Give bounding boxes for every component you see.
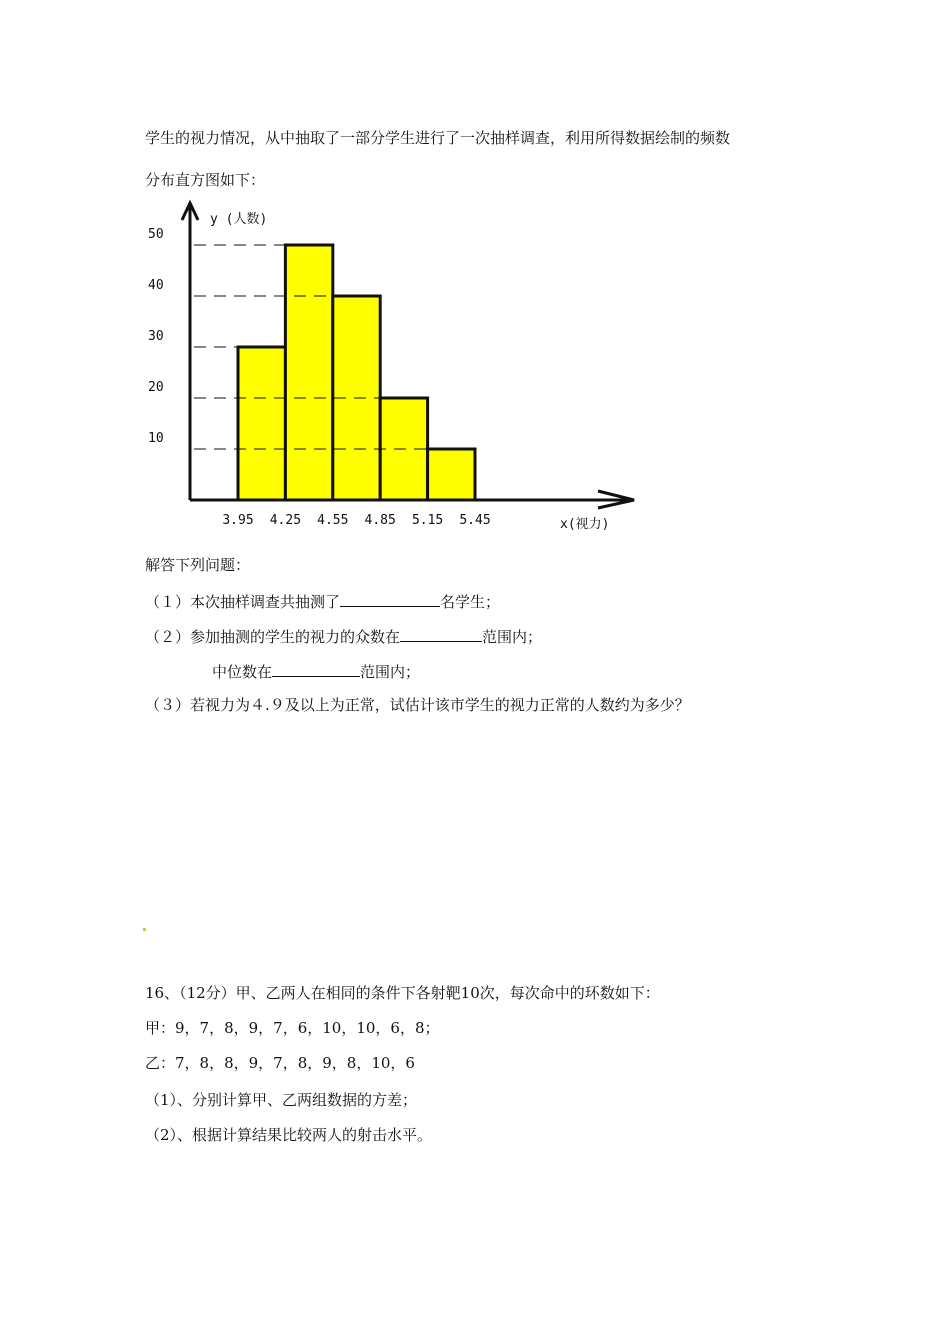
q15-part2-suffix: 范围内；: [482, 628, 543, 646]
q15-part1-suffix: 名学生；: [440, 593, 501, 611]
histogram-bar-1: [238, 347, 285, 500]
q15-part2b: [212, 660, 420, 682]
y-tick-label: 40: [148, 278, 164, 293]
q15-part2b-prefix: 中位数在: [212, 663, 273, 681]
q16-part2: （2）、根据计算结果比较两人的射击水平。: [145, 1126, 433, 1144]
y-tick-label: 50: [148, 227, 164, 242]
x-tick-label: 5.15: [411, 513, 444, 528]
x-tick-label: 3.95: [222, 513, 254, 528]
q15-part3: （３）若视力为４.９及以上为正常，试估计该市学生的视力正常的人数约为多少？: [145, 696, 690, 714]
q16-heading: 16、（12分）甲、乙两人在相同的条件下各射靶10次，每次命中的环数如下：: [145, 984, 660, 1002]
q15-part1-prefix: （１）本次抽样调查共抽测了: [145, 593, 341, 611]
q15-part1: [145, 590, 500, 612]
y-tick-label: 20: [148, 380, 164, 395]
q15-heading: 解答下列问题：: [145, 556, 251, 574]
histogram-chart: [140, 195, 650, 540]
x-tick-label: 4.25: [269, 513, 302, 528]
histogram-bar-2: [285, 245, 332, 500]
q15-part2b-suffix: 范围内；: [360, 663, 421, 681]
q15-part2: [145, 625, 542, 647]
answer-blank-1[interactable]: [340, 590, 440, 607]
answer-blank-2[interactable]: [400, 625, 482, 642]
y-tick-label: 10: [148, 431, 164, 446]
stray-mark: [143, 928, 146, 931]
x-tick-label: 5.45: [459, 513, 491, 528]
q15-part2-prefix: （２）参加抽测的学生的视力的众数在: [145, 628, 401, 646]
y-tick-label: 30: [148, 329, 164, 344]
x-tick-label: 4.85: [364, 513, 396, 528]
x-tick-label: 4.55: [317, 513, 349, 528]
intro-line-1: 学生的视力情况，从中抽取了一部分学生进行了一次抽样调查，利用所得数据绘制的频数: [145, 129, 731, 147]
intro-line-2: 分布直方图如下：: [145, 171, 266, 189]
q16-yi-data: 乙：7，8，8，9，7，8，9，8，10，6: [145, 1054, 415, 1072]
q16-part1: （1）、分别计算甲、乙两组数据的方差；: [145, 1091, 418, 1109]
q16-jia-data: 甲：9，7，8，9，7，6，10，10，6，8；: [145, 1019, 440, 1037]
histogram-bar-5: [428, 449, 475, 500]
answer-blank-3[interactable]: [272, 660, 360, 677]
x-axis-label: x(视力): [560, 517, 610, 532]
y-axis-label: y (人数): [210, 212, 268, 227]
